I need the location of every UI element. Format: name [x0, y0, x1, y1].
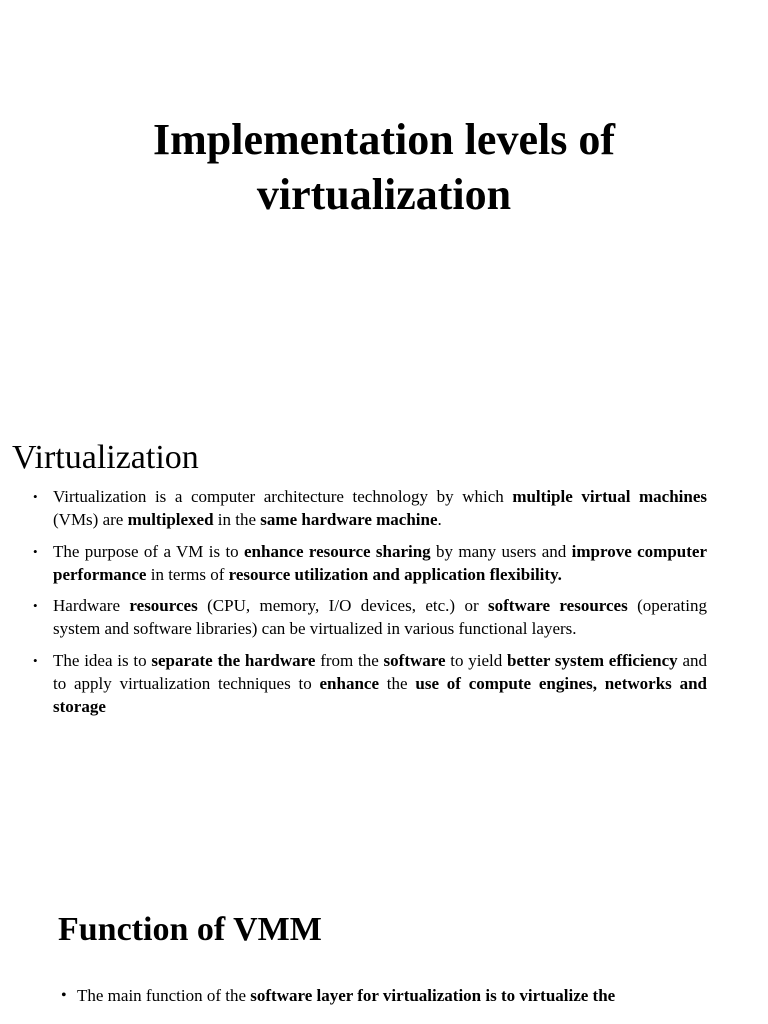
text-run: the: [379, 674, 416, 694]
slide-title-line-1: Implementation levels of: [153, 115, 615, 164]
bullet-item-4: [53, 649, 707, 719]
text-run: The purpose of a VM is to: [53, 541, 245, 561]
text-run: and to apply virtualization techniques to: [53, 650, 707, 694]
bold-run: multiplexed: [127, 510, 214, 530]
text-run: from the: [315, 650, 384, 670]
bullet-item-1: [77, 984, 707, 1007]
bold-run: resources: [129, 596, 198, 616]
text-run: (VMs) are: [53, 510, 128, 530]
slide-title: [0, 112, 768, 222]
bullet-item-1: [53, 485, 707, 532]
text-run: The main function of the: [77, 986, 251, 1005]
bold-run: same hardware machine: [260, 510, 438, 530]
bold-run: enhance resource sharing: [244, 541, 431, 561]
text-run: Virtualization is a computer architecture technology by which: [53, 487, 513, 506]
text-run: (CPU, memory, I/O devices, etc.) or: [197, 596, 489, 616]
bold-run: resource utilization and application flexibility.: [228, 564, 562, 584]
text-run: in the: [213, 510, 261, 530]
bullet-item-3: [53, 594, 707, 641]
text-run: by many users and: [430, 541, 572, 561]
slide-title-line-2: virtualization: [256, 170, 512, 219]
bold-run: software resources: [488, 596, 628, 616]
text-run: to yield: [445, 650, 508, 670]
text-run: .: [437, 510, 442, 530]
bullet-item-2: [53, 540, 707, 587]
bold-run: multiple virtual machines: [512, 487, 707, 506]
section-heading-function-of-vmm: Function of VMM: [58, 911, 322, 948]
bold-run: improve computer performance: [53, 541, 707, 584]
virtualization-bullet-list: [53, 485, 707, 727]
text-run: Hardware: [53, 596, 130, 616]
bold-run: enhance: [319, 674, 380, 694]
bold-run: separate the hardware: [151, 650, 316, 670]
bold-run: software: [383, 650, 446, 670]
bold-run: software layer for virtualization is to virtualize the: [250, 986, 616, 1005]
bold-run: better system efficiency: [507, 650, 678, 670]
vmm-bullet-list: [77, 984, 707, 1007]
text-run: The idea is to: [53, 650, 152, 670]
text-run: in terms of: [146, 564, 229, 584]
section-heading-virtualization: Virtualization: [12, 439, 199, 476]
bold-run: use of compute engines, networks and storage: [53, 674, 707, 717]
text-run: (operating system and software libraries) can be virtualized in various functional layers.: [53, 596, 707, 639]
